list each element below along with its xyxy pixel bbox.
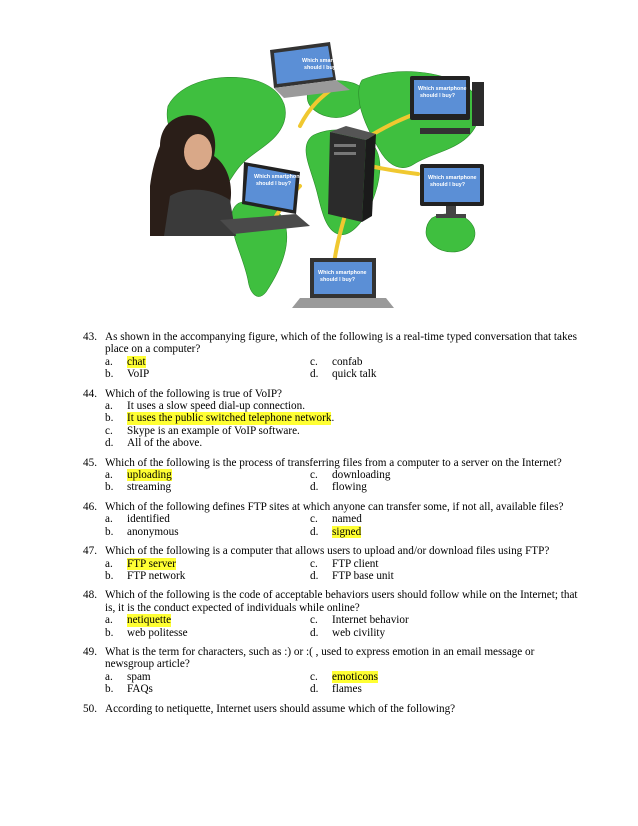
option-text: web politesse <box>127 626 188 639</box>
option-c: c. Skype is an example of VoIP software. <box>105 424 300 437</box>
option-suffix: . <box>331 412 335 425</box>
option-text: flames <box>332 683 362 696</box>
question-text: Which of the following is a computer that allows users to upload and/or download files using FTP? <box>105 545 550 558</box>
option-c: c. named <box>310 513 362 526</box>
svg-text:should I buy?: should I buy? <box>430 182 466 188</box>
question-number: 49. <box>83 645 97 658</box>
option-b: b. streaming <box>105 481 172 494</box>
screen-caption-bottom: Which smartphone <box>318 270 367 276</box>
option-b: b. It uses the public switched telephone network . <box>105 412 335 425</box>
question-number: 50. <box>83 702 97 715</box>
option-a: a. FTP server <box>105 557 176 570</box>
option-d: d. All of the above. <box>105 437 203 450</box>
option-b: b. VoIP <box>105 368 150 381</box>
option-text-highlighted: signed <box>332 525 362 538</box>
option-c: c. downloading <box>310 469 391 482</box>
answer-options <box>105 614 583 639</box>
option-text-highlighted: netiquette <box>127 614 172 627</box>
question-number: 48. <box>83 589 97 602</box>
option-b: b. FTP network <box>105 569 186 582</box>
option-text: FAQs <box>127 683 153 696</box>
option-text-highlighted: emoticons <box>332 670 378 683</box>
option-text: It uses a slow speed dial-up connection. <box>127 400 306 413</box>
option-text: Internet behavior <box>332 614 409 627</box>
server-tower <box>328 126 376 222</box>
option-a: a. spam <box>105 670 151 683</box>
option-d: d. flames <box>310 683 362 696</box>
option-a: a. identified <box>105 513 170 526</box>
option-text: FTP base unit <box>332 569 394 582</box>
question-list <box>83 331 583 722</box>
question-number: 47. <box>83 545 97 558</box>
question-text: According to netiquette, Internet users should assume which of the following? <box>105 702 456 715</box>
option-text-highlighted: uploading <box>127 469 172 482</box>
question-45 <box>83 457 583 494</box>
option-text: anonymous <box>127 525 179 538</box>
option-text: streaming <box>127 481 172 494</box>
network-figure <box>150 36 490 316</box>
option-text: identified <box>127 513 170 526</box>
svg-text:should I buy?: should I buy? <box>320 277 356 283</box>
option-a: a. netiquette <box>105 614 172 627</box>
screen-caption-woman-laptop: Which smartphone <box>254 174 303 180</box>
screen-caption-desktop: Which smartphone <box>418 86 467 92</box>
question-50 <box>83 703 583 715</box>
question-number: 43. <box>83 331 97 343</box>
option-d: d. FTP base unit <box>310 569 394 582</box>
option-text: downloading <box>332 469 391 482</box>
option-d: d. web civility <box>310 626 386 639</box>
option-c: c. FTP client <box>310 557 379 570</box>
question-text: As shown in the accompanying figure, which of the following is a real-time typed conversation that takes place on a computer? <box>105 331 577 356</box>
option-text: spam <box>127 670 151 683</box>
option-text: confab <box>332 355 363 368</box>
answer-options <box>105 513 583 538</box>
option-b: b. FAQs <box>105 683 153 696</box>
option-a: a. chat <box>105 355 146 368</box>
option-text: FTP client <box>332 557 379 570</box>
question-text: Which of the following defines FTP sites at which anyone can transfer some, if not all, available files? <box>105 500 564 513</box>
answer-options <box>105 671 583 696</box>
question-text: Which of the following is the process of transferring files from a computer to a server on the Internet? <box>105 456 562 469</box>
svg-text:should I buy?: should I buy? <box>256 181 292 187</box>
option-c: c. emoticons <box>310 670 378 683</box>
option-b: b. web politesse <box>105 626 188 639</box>
answer-options <box>105 356 583 381</box>
question-text: Which of the following is true of VoIP? <box>105 387 283 400</box>
question-number: 45. <box>83 456 97 469</box>
answer-options <box>105 558 583 583</box>
screen-caption-top: Which smartphone <box>302 58 351 64</box>
option-b: b. anonymous <box>105 525 179 538</box>
option-d: d. signed <box>310 525 362 538</box>
question-48 <box>83 589 583 639</box>
option-d: d. flowing <box>310 481 367 494</box>
question-47 <box>83 545 583 582</box>
option-d: d. quick talk <box>310 368 377 381</box>
answer-options <box>105 400 583 450</box>
question-46 <box>83 501 583 538</box>
question-49 <box>83 646 583 696</box>
option-text: flowing <box>332 481 367 494</box>
option-a: a. uploading <box>105 469 172 482</box>
question-text: What is the term for characters, such as :) or :( , used to express emotion in an email message or newsgroup article? <box>105 645 535 671</box>
option-text: named <box>332 513 362 526</box>
question-text: Which of the following is the code of acceptable behaviors users should follow while on the Internet; that is, it is the conduct expected of individuals while online? <box>105 589 578 614</box>
option-text-highlighted: FTP server <box>127 557 176 570</box>
svg-text:should I buy?: should I buy? <box>304 65 340 71</box>
answer-options <box>105 469 583 494</box>
screen-caption-monitor: Which smartphone <box>428 175 477 181</box>
option-text: VoIP <box>127 368 150 381</box>
question-number: 46. <box>83 500 97 513</box>
option-text-highlighted: It uses the public switched telephone network <box>127 412 332 425</box>
option-text: All of the above. <box>127 437 203 450</box>
option-a: a. It uses a slow speed dial-up connection. <box>105 400 306 413</box>
svg-text:should I buy?: should I buy? <box>420 93 456 99</box>
option-c: c. Internet behavior <box>310 614 409 627</box>
option-c: c. confab <box>310 355 363 368</box>
option-text-highlighted: chat <box>127 355 146 368</box>
question-43 <box>83 331 583 381</box>
option-text: FTP network <box>127 569 186 582</box>
option-text: web civility <box>332 626 386 639</box>
option-text: quick talk <box>332 368 377 381</box>
question-number: 44. <box>83 387 97 400</box>
question-44 <box>83 388 583 450</box>
option-text: Skype is an example of VoIP software. <box>127 424 300 437</box>
